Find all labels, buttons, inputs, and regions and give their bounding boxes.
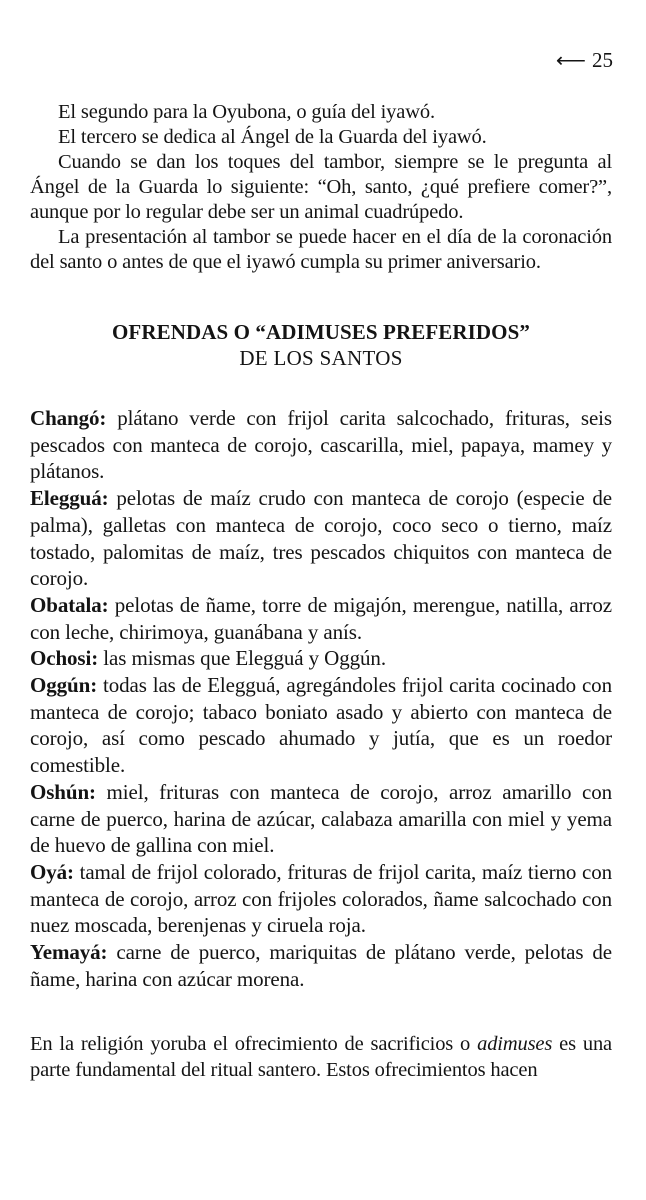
offering-entry (30, 645, 612, 672)
closing-italic-term: adimuses (477, 1032, 553, 1055)
section-heading (30, 319, 612, 371)
offering-entry (30, 405, 612, 485)
deity-name: Yemayá: (30, 940, 108, 965)
deity-name: Obatala: (30, 592, 109, 617)
paragraph: El segundo para la Oyubona, o guía del iyawó. (58, 101, 435, 123)
closing-paragraph (30, 1031, 612, 1083)
section-title: OFRENDAS O “ADIMUSES PREFERIDOS” (111, 320, 530, 344)
closing-text-start: En la religión yoruba el ofrecimiento de sacrificios o (30, 1032, 478, 1055)
offering-text: miel, frituras con manteca de corojo, arroz amarillo con carne de puerco, harina de azúcar, calabaza amarilla con miel y yema de huevo de gallina con miel. (30, 779, 612, 858)
deity-name: Oshún: (30, 779, 96, 804)
intro-paragraphs (30, 100, 612, 275)
deity-name: Oyá: (30, 859, 74, 884)
arrow-left-icon: ⟵ (555, 48, 586, 72)
offering-text: las mismas que Elegguá y Oggún. (98, 646, 386, 671)
offering-text: pelotas de ñame, torre de migajón, merengue, natilla, arroz con leche, chirimoya, guanábana y anís. (30, 592, 612, 644)
page-number: 25 (592, 48, 613, 72)
paragraph: Cuando se dan los toques del tambor, siempre se le pregunta al Ángel de la Guarda lo siguiente: “Oh, santo, ¿qué prefiere comer?”, aunque por lo regular debe ser un animal cuadrúpedo. (30, 151, 612, 223)
deity-name: Ochosi: (30, 646, 99, 671)
page-header (556, 48, 613, 72)
offering-entry (30, 859, 612, 939)
deity-name: Changó: (30, 406, 107, 430)
offering-entry (30, 939, 612, 992)
offering-entry (30, 592, 612, 645)
offering-entry (30, 672, 612, 779)
offering-text: plátano verde con frijol carita salcochado, frituras, seis pescados con manteca de corojo, cascarilla, miel, papaya, mamey y plátanos. (30, 406, 612, 484)
deity-name: Oggún: (30, 673, 98, 698)
section-subtitle: DE LOS SANTOS (239, 346, 403, 370)
offering-text: pelotas de maíz crudo con manteca de corojo (especie de palma), galletas con manteca de corojo, coco seco o tierno, maíz tostado, palomitas de maíz, tres pescados chiquitos con manteca de corojo. (30, 486, 612, 591)
paragraph: La presentación al tambor se puede hacer en el día de la coronación del santo o antes de que el iyawó cumpla su primer aniversario. (30, 226, 612, 273)
offering-entry (30, 485, 612, 592)
deity-name: Elegguá: (30, 486, 109, 511)
closing-text-end: es una parte fundamental del ritual santero. Estos ofrecimientos hacen (30, 1032, 612, 1081)
offering-text: tamal de frijol colorado, frituras de frijol carita, maíz tierno con manteca de corojo, arroz con frijoles colorados, ñame salcochado con nuez moscada, berenjenas y ciruela roja. (30, 859, 612, 938)
paragraph: El tercero se dedica al Ángel de la Guarda del iyawó. (58, 126, 487, 148)
offerings-list (30, 405, 612, 992)
offering-entry (30, 779, 612, 859)
offering-text: todas las de Elegguá, agregándoles frijol carita cocinado con manteca de corojo; tabaco boniato asado y abierto con manteca de corojo, así como pescado ahumado y jutía, que es un roedor comestible. (30, 673, 612, 778)
offering-text: carne de puerco, mariquitas de plátano verde, pelotas de ñame, harina con azúcar morena. (30, 940, 612, 991)
